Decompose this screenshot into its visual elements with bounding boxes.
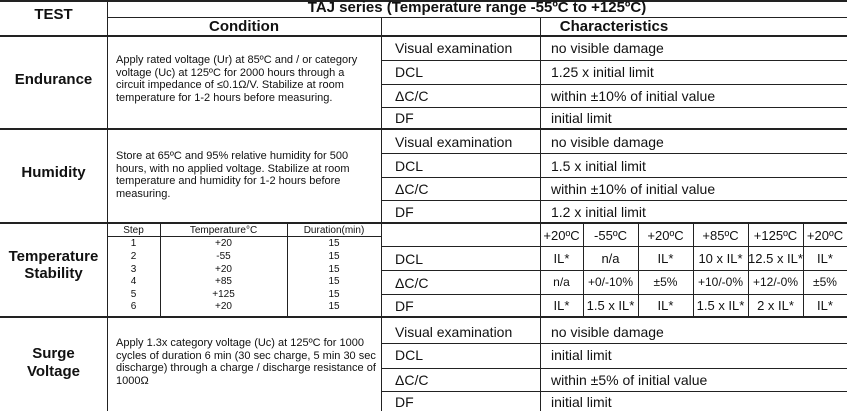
stability-value: 1.5 x IL* bbox=[696, 298, 745, 313]
value-visual: no visible damage bbox=[551, 134, 664, 150]
value-dcl: initial limit bbox=[551, 347, 612, 363]
divider bbox=[0, 222, 847, 224]
stability-value: n/a bbox=[601, 251, 620, 266]
stability-value: IL* bbox=[553, 298, 570, 313]
value-df: initial limit bbox=[551, 110, 612, 126]
header-test: TEST bbox=[34, 6, 73, 23]
stability-value: n/a bbox=[553, 275, 570, 289]
divider bbox=[381, 294, 847, 295]
step-duration: 15 bbox=[328, 264, 340, 275]
stability-value: 1.5 x IL* bbox=[586, 298, 635, 313]
param-visual: Visual examination bbox=[395, 40, 513, 56]
stability-value: +12/-0% bbox=[752, 275, 799, 289]
duration-header: Duration(min) bbox=[303, 225, 365, 236]
value-df: initial limit bbox=[551, 394, 612, 410]
condition-surge: Apply 1.3x category voltage (Uc) at 125ºC for 1000 cycles of duration 6 min (30 sec charge, 5 min 30 sec discharge) through a charge / discharge resistance of 1000Ω bbox=[116, 337, 376, 387]
step-duration: 15 bbox=[328, 251, 340, 262]
divider bbox=[381, 17, 382, 411]
test-name-surge-line1: Surge bbox=[32, 345, 75, 362]
divider bbox=[381, 60, 847, 61]
param-df: DF bbox=[395, 298, 414, 314]
param-dcl: DCL bbox=[395, 64, 424, 80]
param-df: DF bbox=[395, 204, 414, 220]
temp-header: +85ºC bbox=[702, 228, 739, 243]
temperature-header: Temperature°C bbox=[189, 225, 258, 236]
value-visual: no visible damage bbox=[551, 40, 664, 56]
param-dcl: DCL bbox=[395, 251, 424, 267]
temp-header: +125ºC bbox=[753, 228, 798, 243]
param-dcl: DCL bbox=[395, 158, 424, 174]
stability-value: 12.5 x IL* bbox=[748, 251, 803, 266]
header-condition: Condition bbox=[209, 18, 279, 35]
step-temperature: -55 bbox=[216, 251, 231, 262]
param-dcc: ΔC/C bbox=[395, 275, 429, 291]
stability-value: IL* bbox=[817, 251, 833, 266]
temp-header: +20ºC bbox=[543, 228, 580, 243]
test-name-endurance: Endurance bbox=[14, 71, 93, 88]
step-temperature: +20 bbox=[215, 264, 232, 275]
param-df: DF bbox=[395, 394, 414, 410]
step-duration: 15 bbox=[328, 289, 340, 300]
step-header: Step bbox=[123, 225, 144, 236]
value-df: 1.2 x initial limit bbox=[551, 204, 646, 220]
param-visual: Visual examination bbox=[395, 134, 513, 150]
stability-value: 10 x IL* bbox=[698, 251, 743, 266]
test-name-stability-line1: Temperature bbox=[8, 248, 99, 265]
test-name-humidity: Humidity bbox=[21, 164, 86, 181]
value-dcl: 1.25 x initial limit bbox=[551, 64, 654, 80]
divider bbox=[381, 107, 847, 108]
divider bbox=[381, 270, 847, 271]
stability-value: ±5% bbox=[813, 275, 837, 289]
divider bbox=[381, 391, 847, 392]
step-number: 1 bbox=[130, 238, 137, 249]
step-temperature: +20 bbox=[215, 301, 232, 312]
stability-value: IL* bbox=[817, 298, 833, 313]
step-table-divider bbox=[107, 236, 381, 237]
step-temperature: +85 bbox=[215, 276, 232, 287]
step-number: 3 bbox=[130, 264, 137, 275]
header-characteristics: Characteristics bbox=[559, 18, 669, 35]
divider bbox=[381, 153, 847, 154]
step-number: 6 bbox=[130, 301, 137, 312]
test-name-surge-line2: Voltage bbox=[26, 363, 81, 380]
divider bbox=[381, 84, 847, 85]
stability-value: +0/-10% bbox=[587, 275, 634, 289]
step-number: 2 bbox=[130, 251, 137, 262]
header-series-title: TAJ series (Temperature range -55ºC to +125ºC) bbox=[307, 0, 647, 16]
param-dcl: DCL bbox=[395, 347, 424, 363]
divider bbox=[0, 316, 847, 318]
divider bbox=[381, 246, 847, 247]
step-temperature: +20 bbox=[215, 238, 232, 249]
step-number: 5 bbox=[130, 289, 137, 300]
param-df: DF bbox=[395, 110, 414, 126]
divider bbox=[381, 368, 847, 369]
value-dcc: within ±5% of initial value bbox=[551, 372, 708, 388]
test-name-stability-line2: Stability bbox=[24, 265, 83, 282]
stability-value: ±5% bbox=[653, 275, 678, 289]
temp-header: +20ºC bbox=[806, 228, 844, 243]
param-dcc: ΔC/C bbox=[395, 181, 429, 197]
condition-humidity: Store at 65ºC and 95% relative humidity for 500 hours, with no applied voltage. Stabilize at room temperature and humidity for 1-2 hours before measuring. bbox=[116, 150, 350, 200]
divider bbox=[107, 0, 108, 411]
value-dcc: within ±10% of initial value bbox=[551, 88, 716, 104]
divider bbox=[0, 128, 847, 130]
value-dcc: within ±10% of initial value bbox=[551, 181, 716, 197]
stability-value: IL* bbox=[657, 251, 674, 266]
value-visual: no visible damage bbox=[551, 324, 664, 340]
stability-value: +10/-0% bbox=[697, 275, 744, 289]
temp-header: +20ºC bbox=[647, 228, 684, 243]
step-temperature: +125 bbox=[212, 289, 235, 300]
divider bbox=[381, 200, 847, 201]
step-number: 4 bbox=[130, 276, 137, 287]
stability-value: IL* bbox=[553, 251, 570, 266]
divider bbox=[381, 177, 847, 178]
value-dcl: 1.5 x initial limit bbox=[551, 158, 646, 174]
stability-value: 2 x IL* bbox=[757, 298, 794, 313]
divider bbox=[381, 343, 847, 344]
param-dcc: ΔC/C bbox=[395, 88, 429, 104]
step-duration: 15 bbox=[328, 238, 340, 249]
param-dcc: ΔC/C bbox=[395, 372, 429, 388]
param-visual: Visual examination bbox=[395, 324, 513, 340]
stability-value: IL* bbox=[657, 298, 674, 313]
temp-header: -55ºC bbox=[594, 228, 627, 243]
step-duration: 15 bbox=[328, 276, 340, 287]
divider bbox=[540, 316, 541, 411]
divider bbox=[0, 35, 847, 37]
condition-endurance: Apply rated voltage (Ur) at 85ºC and / or category voltage (Uc) at 125ºC for 2000 hours through a circuit impedance of ≤0.1Ω/V. Stabilize at room temperature for 1-2 hours before measuring. bbox=[116, 54, 358, 104]
step-duration: 15 bbox=[328, 301, 340, 312]
divider bbox=[540, 128, 541, 223]
